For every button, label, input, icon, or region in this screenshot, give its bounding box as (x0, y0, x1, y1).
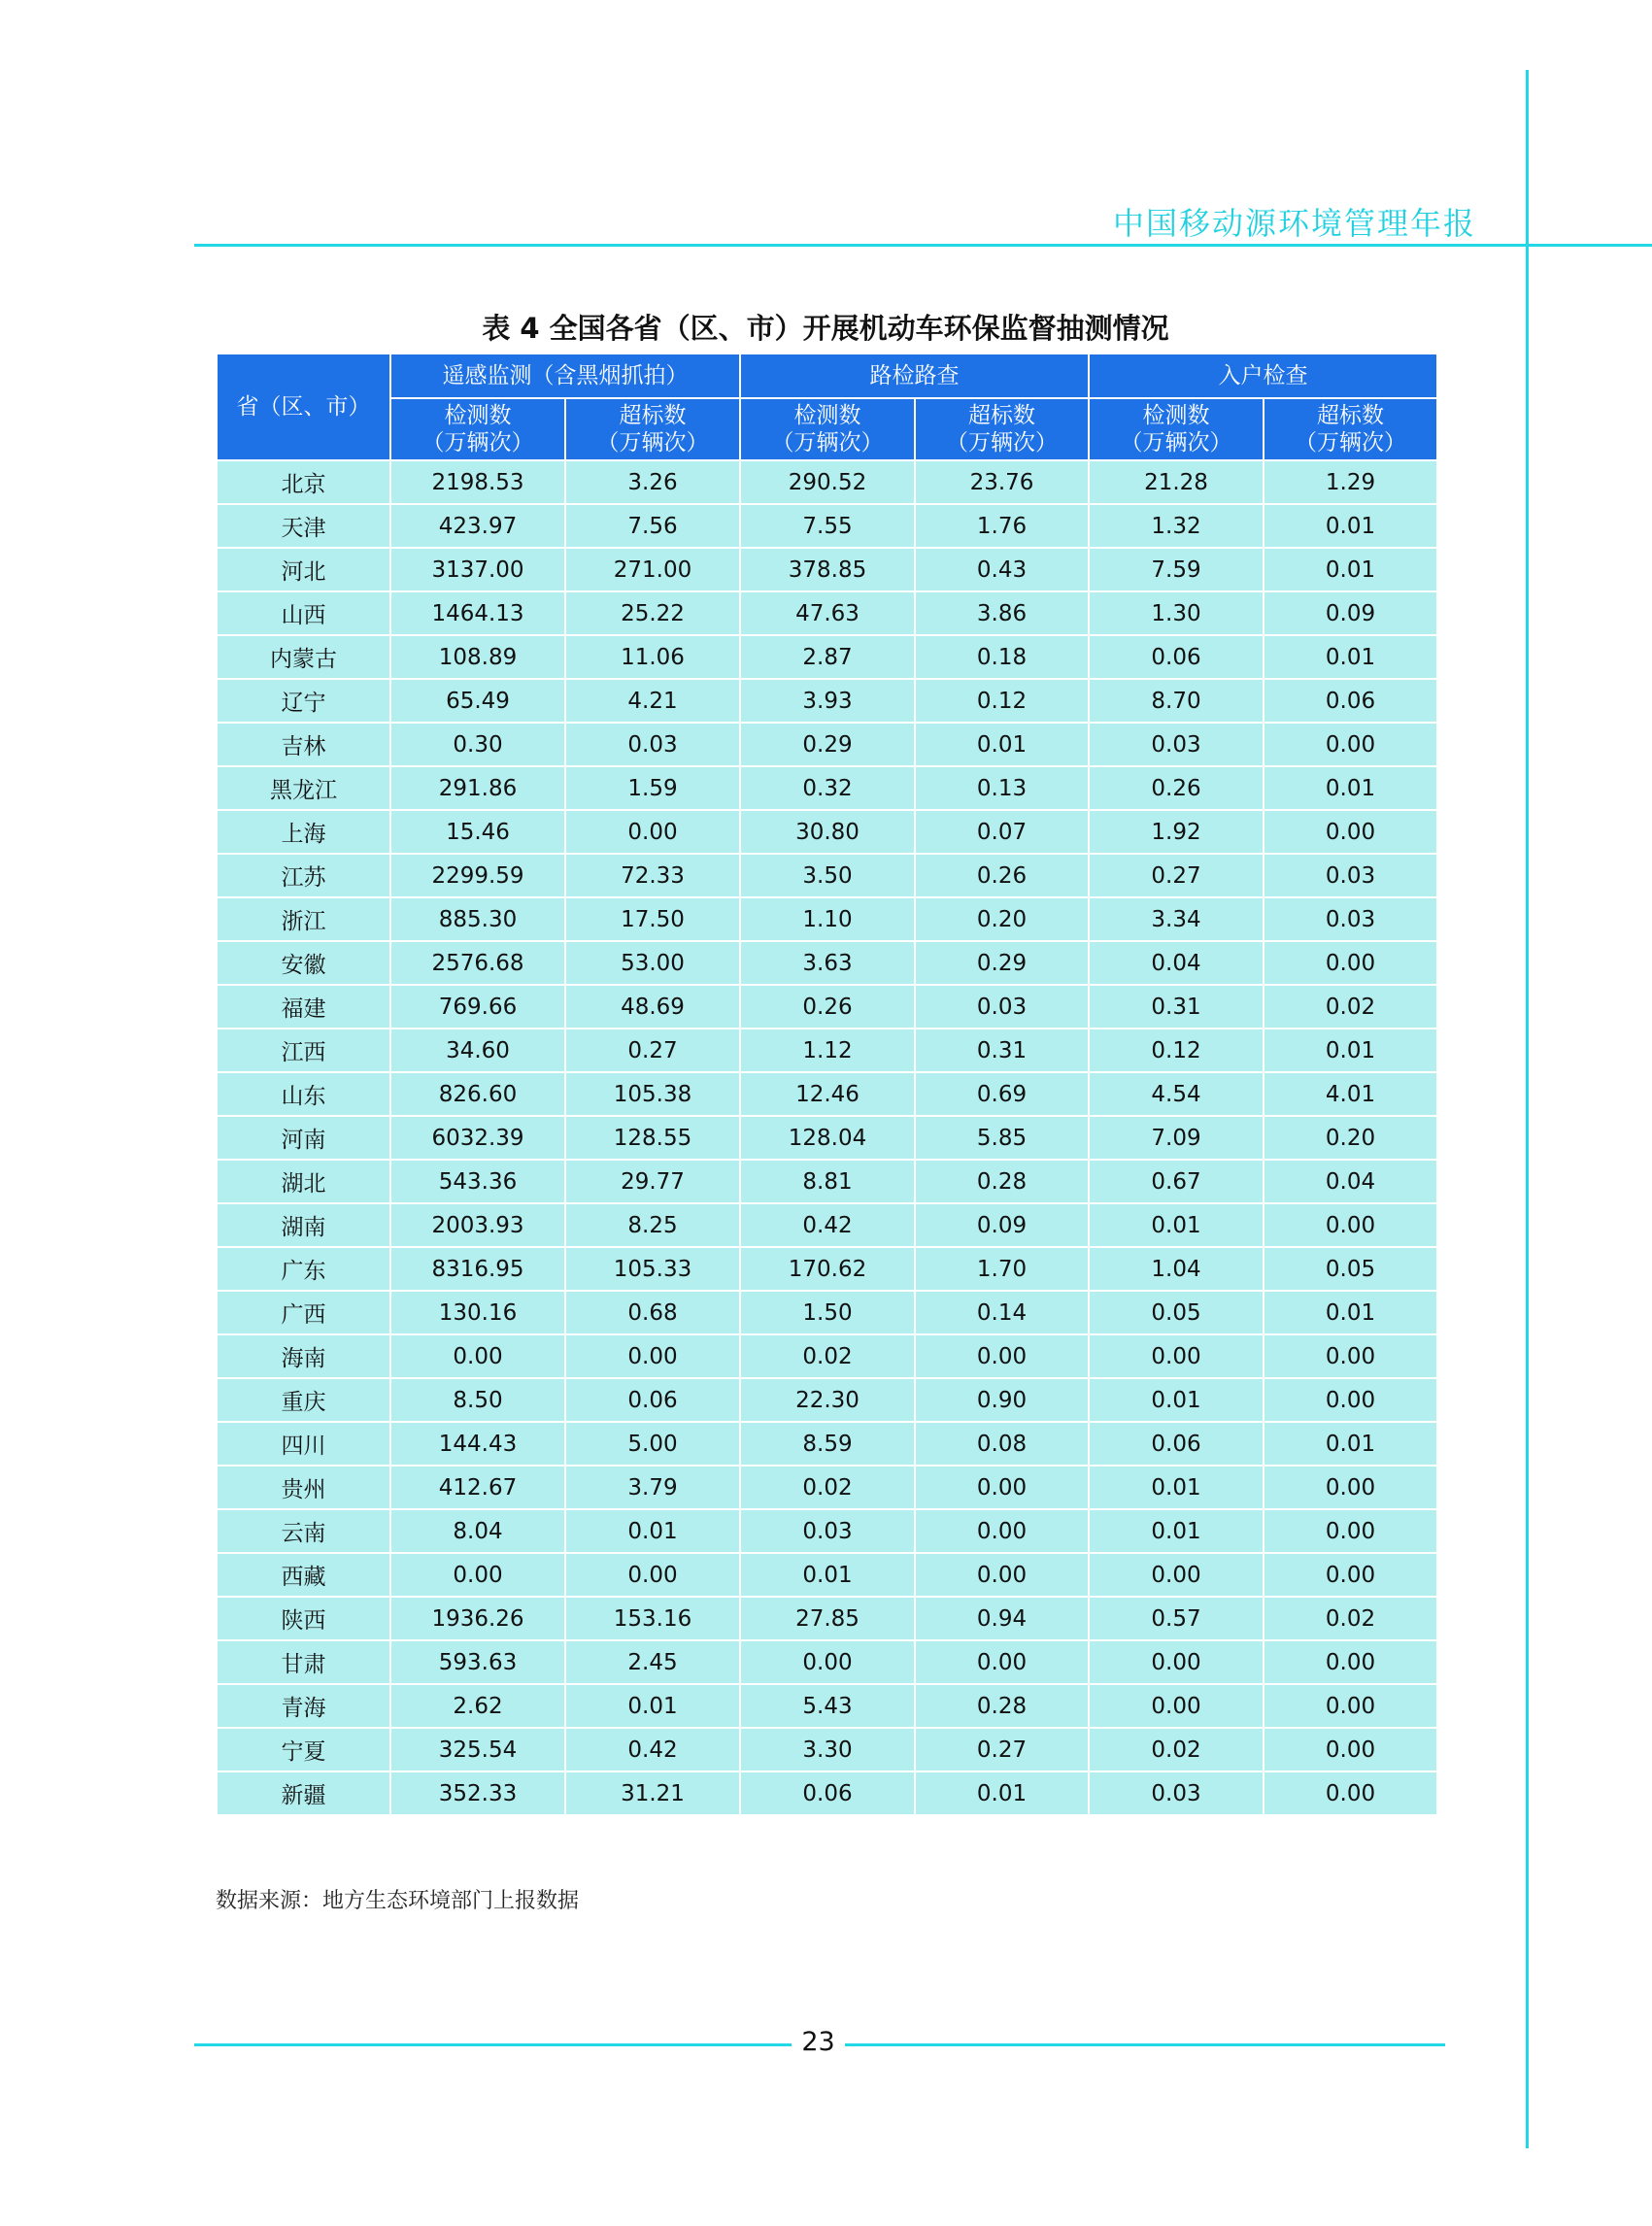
value-cell: 0.27 (565, 1029, 740, 1072)
value-cell: 3137.00 (390, 548, 565, 591)
value-cell: 0.00 (390, 1334, 565, 1378)
value-cell: 48.69 (565, 985, 740, 1029)
table-row (217, 1291, 1437, 1334)
value-cell: 15.46 (390, 810, 565, 854)
sub-header-unit: （万辆次） (1120, 430, 1232, 455)
value-cell: 0.18 (915, 635, 1089, 679)
header-rule (194, 244, 1652, 247)
sub-header-metric: 检测数 (1142, 403, 1210, 428)
value-cell: 0.00 (1264, 1728, 1437, 1771)
province-cell: 江西 (217, 1029, 390, 1072)
province-cell: 河北 (217, 548, 390, 591)
value-cell: 0.00 (1089, 1553, 1264, 1597)
sub-header-cell (390, 398, 565, 460)
value-cell: 423.97 (390, 504, 565, 548)
province-cell: 四川 (217, 1422, 390, 1466)
value-cell: 0.07 (915, 810, 1089, 854)
value-cell: 0.03 (1264, 854, 1437, 897)
value-cell: 27.85 (740, 1597, 915, 1640)
value-cell: 8.70 (1089, 679, 1264, 723)
value-cell: 3.26 (565, 460, 740, 504)
value-cell: 0.00 (915, 1640, 1089, 1684)
value-cell: 0.00 (1089, 1684, 1264, 1728)
value-cell: 769.66 (390, 985, 565, 1029)
value-cell: 0.02 (1264, 1597, 1437, 1640)
value-cell: 271.00 (565, 548, 740, 591)
value-cell: 5.00 (565, 1422, 740, 1466)
value-cell: 5.43 (740, 1684, 915, 1728)
value-cell: 11.06 (565, 635, 740, 679)
value-cell: 0.00 (1264, 810, 1437, 854)
table-body (217, 460, 1437, 1815)
value-cell: 1464.13 (390, 591, 565, 635)
table-row (217, 1334, 1437, 1378)
value-cell: 8.59 (740, 1422, 915, 1466)
value-cell: 1.70 (915, 1247, 1089, 1291)
table-row (217, 897, 1437, 941)
value-cell: 2.87 (740, 635, 915, 679)
value-cell: 53.00 (565, 941, 740, 985)
table-row (217, 1247, 1437, 1291)
value-cell: 412.67 (390, 1466, 565, 1509)
value-cell: 0.09 (1264, 591, 1437, 635)
value-cell: 0.01 (1089, 1203, 1264, 1247)
value-cell: 2003.93 (390, 1203, 565, 1247)
table-row (217, 1422, 1437, 1466)
value-cell: 0.03 (565, 723, 740, 766)
value-cell: 0.01 (1264, 1291, 1437, 1334)
value-cell: 0.03 (1089, 723, 1264, 766)
value-cell: 826.60 (390, 1072, 565, 1116)
value-cell: 23.76 (915, 460, 1089, 504)
province-cell: 云南 (217, 1509, 390, 1553)
value-cell: 3.93 (740, 679, 915, 723)
province-cell: 黑龙江 (217, 766, 390, 810)
province-cell: 陕西 (217, 1597, 390, 1640)
province-cell: 北京 (217, 460, 390, 504)
value-cell: 0.08 (915, 1422, 1089, 1466)
value-cell: 0.27 (915, 1728, 1089, 1771)
value-cell: 1.29 (1264, 460, 1437, 504)
sub-header-cell (915, 398, 1089, 460)
value-cell: 885.30 (390, 897, 565, 941)
value-cell: 0.01 (1264, 504, 1437, 548)
province-cell: 新疆 (217, 1771, 390, 1815)
table-row (217, 679, 1437, 723)
table-row (217, 1116, 1437, 1160)
value-cell: 0.01 (915, 1771, 1089, 1815)
value-cell: 0.00 (1264, 723, 1437, 766)
value-cell: 0.32 (740, 766, 915, 810)
value-cell: 0.01 (1089, 1509, 1264, 1553)
value-cell: 1.50 (740, 1291, 915, 1334)
value-cell: 1.92 (1089, 810, 1264, 854)
value-cell: 0.02 (1089, 1728, 1264, 1771)
value-cell: 0.03 (915, 985, 1089, 1029)
value-cell: 0.26 (740, 985, 915, 1029)
group-header-remote-sensing: 遥感监测（含黑烟抓拍） (390, 354, 740, 398)
value-cell: 1.30 (1089, 591, 1264, 635)
value-cell: 2.45 (565, 1640, 740, 1684)
value-cell: 1.10 (740, 897, 915, 941)
value-cell: 0.09 (915, 1203, 1089, 1247)
value-cell: 0.28 (915, 1160, 1089, 1203)
inspection-table (216, 353, 1438, 1816)
table-caption: 表 4 全国各省（区、市）开展机动车环保监督抽测情况 (482, 312, 1169, 345)
value-cell: 4.01 (1264, 1072, 1437, 1116)
value-cell: 0.01 (915, 723, 1089, 766)
value-cell: 153.16 (565, 1597, 740, 1640)
value-cell: 0.69 (915, 1072, 1089, 1116)
value-cell: 0.06 (1264, 679, 1437, 723)
province-cell: 西藏 (217, 1553, 390, 1597)
value-cell: 0.00 (1264, 1334, 1437, 1378)
value-cell: 0.26 (915, 854, 1089, 897)
value-cell: 0.01 (1264, 766, 1437, 810)
value-cell: 0.68 (565, 1291, 740, 1334)
province-column-header: 省（区、市） (217, 354, 390, 460)
value-cell: 0.00 (1264, 1509, 1437, 1553)
value-cell: 128.04 (740, 1116, 915, 1160)
value-cell: 543.36 (390, 1160, 565, 1203)
province-cell: 内蒙古 (217, 635, 390, 679)
footer-rule-left (194, 2043, 792, 2046)
value-cell: 105.33 (565, 1247, 740, 1291)
value-cell: 8.50 (390, 1378, 565, 1422)
value-cell: 4.21 (565, 679, 740, 723)
value-cell: 108.89 (390, 635, 565, 679)
value-cell: 2576.68 (390, 941, 565, 985)
province-cell: 青海 (217, 1684, 390, 1728)
value-cell: 5.85 (915, 1116, 1089, 1160)
table-row (217, 1509, 1437, 1553)
value-cell: 0.00 (1264, 1771, 1437, 1815)
value-cell: 0.00 (915, 1509, 1089, 1553)
value-cell: 65.49 (390, 679, 565, 723)
value-cell: 0.94 (915, 1597, 1089, 1640)
value-cell: 0.01 (565, 1684, 740, 1728)
value-cell: 0.00 (1264, 1466, 1437, 1509)
value-cell: 352.33 (390, 1771, 565, 1815)
table-row (217, 941, 1437, 985)
province-cell: 河南 (217, 1116, 390, 1160)
sub-header-unit: （万辆次） (596, 430, 709, 455)
value-cell: 0.02 (740, 1334, 915, 1378)
province-cell: 山西 (217, 591, 390, 635)
table-row (217, 1728, 1437, 1771)
value-cell: 0.02 (1264, 985, 1437, 1029)
value-cell: 0.00 (565, 1553, 740, 1597)
value-cell: 0.00 (915, 1466, 1089, 1509)
value-cell: 25.22 (565, 591, 740, 635)
value-cell: 0.00 (565, 1334, 740, 1378)
value-cell: 1936.26 (390, 1597, 565, 1640)
value-cell: 21.28 (1089, 460, 1264, 504)
value-cell: 3.34 (1089, 897, 1264, 941)
value-cell: 0.04 (1264, 1160, 1437, 1203)
value-cell: 0.00 (915, 1553, 1089, 1597)
value-cell: 0.01 (1089, 1466, 1264, 1509)
province-cell: 浙江 (217, 897, 390, 941)
province-cell: 安徽 (217, 941, 390, 985)
value-cell: 0.00 (1264, 941, 1437, 985)
table-row (217, 985, 1437, 1029)
table-row (217, 635, 1437, 679)
table-row (217, 1029, 1437, 1072)
value-cell: 7.59 (1089, 548, 1264, 591)
value-cell: 7.56 (565, 504, 740, 548)
value-cell: 0.29 (915, 941, 1089, 985)
value-cell: 22.30 (740, 1378, 915, 1422)
value-cell: 291.86 (390, 766, 565, 810)
value-cell: 0.42 (565, 1728, 740, 1771)
province-cell: 广东 (217, 1247, 390, 1291)
value-cell: 0.01 (1089, 1378, 1264, 1422)
table-row (217, 1203, 1437, 1247)
sub-header-cell (565, 398, 740, 460)
value-cell: 0.06 (740, 1771, 915, 1815)
value-cell: 0.13 (915, 766, 1089, 810)
value-cell: 1.32 (1089, 504, 1264, 548)
value-cell: 72.33 (565, 854, 740, 897)
sub-header-metric: 检测数 (444, 403, 512, 428)
table-row (217, 1771, 1437, 1815)
value-cell: 31.21 (565, 1771, 740, 1815)
table-row (217, 460, 1437, 504)
value-cell: 8.04 (390, 1509, 565, 1553)
value-cell: 0.20 (915, 897, 1089, 941)
value-cell: 0.42 (740, 1203, 915, 1247)
value-cell: 2.62 (390, 1684, 565, 1728)
table-row (217, 1597, 1437, 1640)
value-cell: 7.09 (1089, 1116, 1264, 1160)
value-cell: 128.55 (565, 1116, 740, 1160)
value-cell: 0.01 (740, 1553, 915, 1597)
table-row (217, 1072, 1437, 1116)
value-cell: 0.01 (1264, 1029, 1437, 1072)
province-cell: 甘肃 (217, 1640, 390, 1684)
right-margin-rule (1526, 70, 1529, 2148)
value-cell: 0.01 (1264, 1422, 1437, 1466)
value-cell: 3.79 (565, 1466, 740, 1509)
value-cell: 8316.95 (390, 1247, 565, 1291)
sub-header-cell (740, 398, 915, 460)
sub-header-metric: 超标数 (1317, 403, 1384, 428)
value-cell: 0.00 (915, 1334, 1089, 1378)
value-cell: 0.67 (1089, 1160, 1264, 1203)
value-cell: 29.77 (565, 1160, 740, 1203)
value-cell: 0.31 (1089, 985, 1264, 1029)
table-row (217, 810, 1437, 854)
group-header-household-inspection: 入户检查 (1089, 354, 1437, 398)
value-cell: 0.06 (1089, 1422, 1264, 1466)
report-title: 中国移动源环境管理年报 (1112, 205, 1476, 242)
sub-header-unit: （万辆次） (771, 430, 884, 455)
value-cell: 0.03 (740, 1509, 915, 1553)
table-row (217, 548, 1437, 591)
value-cell: 170.62 (740, 1247, 915, 1291)
value-cell: 105.38 (565, 1072, 740, 1116)
value-cell: 0.04 (1089, 941, 1264, 985)
table-row (217, 1160, 1437, 1203)
value-cell: 2299.59 (390, 854, 565, 897)
value-cell: 0.00 (1089, 1334, 1264, 1378)
value-cell: 0.12 (1089, 1029, 1264, 1072)
province-cell: 宁夏 (217, 1728, 390, 1771)
value-cell: 593.63 (390, 1640, 565, 1684)
province-cell: 湖南 (217, 1203, 390, 1247)
value-cell: 8.81 (740, 1160, 915, 1203)
province-cell: 广西 (217, 1291, 390, 1334)
value-cell: 0.06 (1089, 635, 1264, 679)
value-cell: 0.00 (740, 1640, 915, 1684)
sub-header-cell (1089, 398, 1264, 460)
province-cell: 贵州 (217, 1466, 390, 1509)
table-row (217, 766, 1437, 810)
sub-header-row (217, 398, 1437, 460)
value-cell: 1.04 (1089, 1247, 1264, 1291)
value-cell: 1.59 (565, 766, 740, 810)
value-cell: 0.00 (1264, 1203, 1437, 1247)
province-cell: 江苏 (217, 854, 390, 897)
value-cell: 30.80 (740, 810, 915, 854)
value-cell: 47.63 (740, 591, 915, 635)
value-cell: 4.54 (1089, 1072, 1264, 1116)
value-cell: 3.50 (740, 854, 915, 897)
value-cell: 0.27 (1089, 854, 1264, 897)
table-row (217, 1466, 1437, 1509)
value-cell: 0.05 (1264, 1247, 1437, 1291)
page-number: 23 (801, 2027, 835, 2057)
value-cell: 17.50 (565, 897, 740, 941)
sub-header-metric: 超标数 (619, 403, 687, 428)
value-cell: 0.14 (915, 1291, 1089, 1334)
value-cell: 0.00 (1089, 1640, 1264, 1684)
province-cell: 重庆 (217, 1378, 390, 1422)
value-cell: 0.00 (565, 810, 740, 854)
value-cell: 0.01 (1264, 548, 1437, 591)
province-cell: 湖北 (217, 1160, 390, 1203)
data-source-note: 数据来源：地方生态环境部门上报数据 (216, 1889, 580, 1913)
province-cell: 山东 (217, 1072, 390, 1116)
value-cell: 378.85 (740, 548, 915, 591)
province-cell: 吉林 (217, 723, 390, 766)
sub-header-metric: 超标数 (968, 403, 1035, 428)
province-cell: 天津 (217, 504, 390, 548)
value-cell: 0.03 (1089, 1771, 1264, 1815)
value-cell: 0.00 (390, 1553, 565, 1597)
value-cell: 0.05 (1089, 1291, 1264, 1334)
footer-rule-right (845, 2043, 1445, 2046)
value-cell: 0.01 (1264, 635, 1437, 679)
value-cell: 6032.39 (390, 1116, 565, 1160)
value-cell: 0.90 (915, 1378, 1089, 1422)
value-cell: 325.54 (390, 1728, 565, 1771)
group-header-road-inspection: 路检路查 (740, 354, 1089, 398)
table-row (217, 723, 1437, 766)
value-cell: 0.01 (565, 1509, 740, 1553)
value-cell: 0.28 (915, 1684, 1089, 1728)
value-cell: 0.00 (1264, 1378, 1437, 1422)
province-cell: 辽宁 (217, 679, 390, 723)
sub-header-unit: （万辆次） (946, 430, 1058, 455)
value-cell: 0.26 (1089, 766, 1264, 810)
value-cell: 3.86 (915, 591, 1089, 635)
value-cell: 0.06 (565, 1378, 740, 1422)
value-cell: 0.43 (915, 548, 1089, 591)
table-row (217, 1378, 1437, 1422)
value-cell: 0.20 (1264, 1116, 1437, 1160)
value-cell: 1.76 (915, 504, 1089, 548)
sub-header-unit: （万辆次） (421, 430, 534, 455)
value-cell: 290.52 (740, 460, 915, 504)
value-cell: 8.25 (565, 1203, 740, 1247)
value-cell: 3.30 (740, 1728, 915, 1771)
sub-header-metric: 检测数 (793, 403, 861, 428)
value-cell: 2198.53 (390, 460, 565, 504)
value-cell: 3.63 (740, 941, 915, 985)
value-cell: 0.00 (1264, 1640, 1437, 1684)
value-cell: 34.60 (390, 1029, 565, 1072)
value-cell: 1.12 (740, 1029, 915, 1072)
province-cell: 上海 (217, 810, 390, 854)
value-cell: 0.02 (740, 1466, 915, 1509)
value-cell: 0.12 (915, 679, 1089, 723)
sub-header-unit: （万辆次） (1295, 430, 1406, 455)
table-row (217, 591, 1437, 635)
table-row (217, 1684, 1437, 1728)
value-cell: 0.00 (1264, 1553, 1437, 1597)
table-row (217, 1640, 1437, 1684)
province-cell: 海南 (217, 1334, 390, 1378)
table-row (217, 854, 1437, 897)
table-row (217, 1553, 1437, 1597)
value-cell: 0.30 (390, 723, 565, 766)
value-cell: 144.43 (390, 1422, 565, 1466)
value-cell: 0.57 (1089, 1597, 1264, 1640)
sub-header-cell (1264, 398, 1437, 460)
value-cell: 12.46 (740, 1072, 915, 1116)
value-cell: 130.16 (390, 1291, 565, 1334)
value-cell: 0.31 (915, 1029, 1089, 1072)
value-cell: 0.00 (1264, 1684, 1437, 1728)
value-cell: 0.03 (1264, 897, 1437, 941)
province-cell: 福建 (217, 985, 390, 1029)
value-cell: 0.29 (740, 723, 915, 766)
table-row (217, 504, 1437, 548)
value-cell: 7.55 (740, 504, 915, 548)
